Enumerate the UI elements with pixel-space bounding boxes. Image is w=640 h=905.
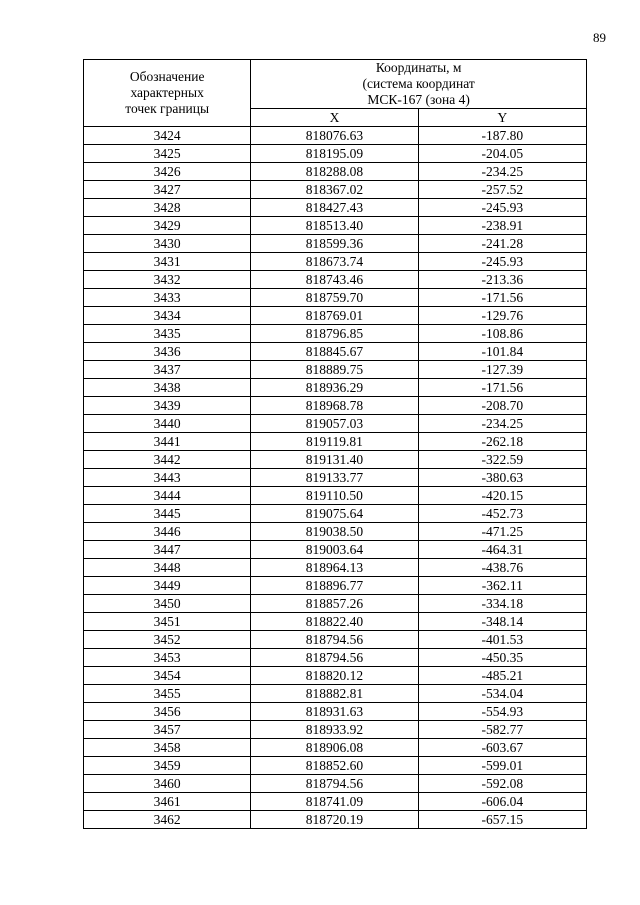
table-row <box>84 307 587 325</box>
cell-y: -401.53 <box>418 631 586 649</box>
cell-y: -450.35 <box>418 649 586 667</box>
table-row <box>84 145 587 163</box>
table-row <box>84 577 587 595</box>
table-row <box>84 613 587 631</box>
cell-x: 818936.29 <box>251 379 418 397</box>
cell-x: 818964.13 <box>251 559 418 577</box>
cell-x: 818882.81 <box>251 685 418 703</box>
cell-y: -238.91 <box>418 217 586 235</box>
cell-point: 3431 <box>84 253 251 271</box>
table-row <box>84 325 587 343</box>
cell-y: -322.59 <box>418 451 586 469</box>
header-coords-line: (система координат <box>362 76 475 91</box>
table-row <box>84 667 587 685</box>
cell-x: 818933.92 <box>251 721 418 739</box>
table-row <box>84 541 587 559</box>
cell-y: -380.63 <box>418 469 586 487</box>
cell-x: 819131.40 <box>251 451 418 469</box>
cell-y: -257.52 <box>418 181 586 199</box>
cell-x: 819075.64 <box>251 505 418 523</box>
table-row <box>84 775 587 793</box>
cell-x: 819038.50 <box>251 523 418 541</box>
header-y: Y <box>418 109 586 127</box>
cell-point: 3429 <box>84 217 251 235</box>
cell-point: 3460 <box>84 775 251 793</box>
cell-point: 3437 <box>84 361 251 379</box>
cell-y: -171.56 <box>418 289 586 307</box>
cell-x: 819057.03 <box>251 415 418 433</box>
cell-y: -208.70 <box>418 397 586 415</box>
table-row <box>84 415 587 433</box>
table-row <box>84 397 587 415</box>
cell-x: 818759.70 <box>251 289 418 307</box>
cell-y: -127.39 <box>418 361 586 379</box>
header-point-line: точек границы <box>125 101 210 116</box>
table-row <box>84 685 587 703</box>
cell-x: 818599.36 <box>251 235 418 253</box>
cell-x: 818931.63 <box>251 703 418 721</box>
cell-point: 3446 <box>84 523 251 541</box>
header-point-designation <box>84 60 251 127</box>
page-number: 89 <box>593 30 606 45</box>
header-coords-line: Координаты, м <box>375 60 462 75</box>
cell-x: 818968.78 <box>251 397 418 415</box>
cell-x: 819133.77 <box>251 469 418 487</box>
cell-x: 818820.12 <box>251 667 418 685</box>
cell-y: -420.15 <box>418 487 586 505</box>
cell-point: 3432 <box>84 271 251 289</box>
cell-point: 3430 <box>84 235 251 253</box>
table-row <box>84 289 587 307</box>
header-coords-line: МСК-167 (зона 4) <box>367 92 470 107</box>
table-row <box>84 505 587 523</box>
cell-y: -334.18 <box>418 595 586 613</box>
table-row <box>84 253 587 271</box>
table-row <box>84 523 587 541</box>
cell-y: -262.18 <box>418 433 586 451</box>
cell-point: 3461 <box>84 793 251 811</box>
cell-point: 3433 <box>84 289 251 307</box>
table-row <box>84 451 587 469</box>
cell-y: -534.04 <box>418 685 586 703</box>
cell-point: 3428 <box>84 199 251 217</box>
table-row <box>84 343 587 361</box>
cell-x: 819119.81 <box>251 433 418 451</box>
cell-y: -171.56 <box>418 379 586 397</box>
cell-x: 818794.56 <box>251 631 418 649</box>
cell-x: 818720.19 <box>251 811 418 829</box>
cell-y: -348.14 <box>418 613 586 631</box>
cell-x: 819003.64 <box>251 541 418 559</box>
cell-x: 818852.60 <box>251 757 418 775</box>
cell-point: 3444 <box>84 487 251 505</box>
cell-y: -108.86 <box>418 325 586 343</box>
cell-point: 3459 <box>84 757 251 775</box>
table-row <box>84 181 587 199</box>
cell-x: 818794.56 <box>251 775 418 793</box>
cell-x: 818673.74 <box>251 253 418 271</box>
cell-point: 3455 <box>84 685 251 703</box>
cell-y: -213.36 <box>418 271 586 289</box>
table-row <box>84 739 587 757</box>
cell-y: -464.31 <box>418 541 586 559</box>
cell-point: 3454 <box>84 667 251 685</box>
cell-x: 818906.08 <box>251 739 418 757</box>
cell-x: 818889.75 <box>251 361 418 379</box>
cell-y: -603.67 <box>418 739 586 757</box>
cell-point: 3462 <box>84 811 251 829</box>
cell-point: 3438 <box>84 379 251 397</box>
table-row <box>84 811 587 829</box>
table-row <box>84 757 587 775</box>
cell-point: 3449 <box>84 577 251 595</box>
table-row <box>84 469 587 487</box>
cell-point: 3447 <box>84 541 251 559</box>
cell-y: -606.04 <box>418 793 586 811</box>
header-x: X <box>251 109 418 127</box>
cell-y: -362.11 <box>418 577 586 595</box>
cell-x: 818794.56 <box>251 649 418 667</box>
table-row <box>84 487 587 505</box>
cell-x: 818195.09 <box>251 145 418 163</box>
cell-x: 818076.63 <box>251 127 418 145</box>
cell-y: -592.08 <box>418 775 586 793</box>
cell-y: -234.25 <box>418 163 586 181</box>
cell-y: -187.80 <box>418 127 586 145</box>
cell-point: 3457 <box>84 721 251 739</box>
cell-x: 818845.67 <box>251 343 418 361</box>
cell-x: 818741.09 <box>251 793 418 811</box>
cell-point: 3458 <box>84 739 251 757</box>
cell-point: 3445 <box>84 505 251 523</box>
table-row <box>84 127 587 145</box>
header-point-line: характерных <box>130 85 204 100</box>
cell-y: -245.93 <box>418 199 586 217</box>
cell-point: 3448 <box>84 559 251 577</box>
cell-x: 818743.46 <box>251 271 418 289</box>
cell-y: -657.15 <box>418 811 586 829</box>
cell-y: -245.93 <box>418 253 586 271</box>
cell-point: 3434 <box>84 307 251 325</box>
cell-point: 3439 <box>84 397 251 415</box>
table-row <box>84 703 587 721</box>
table-row <box>84 595 587 613</box>
cell-point: 3425 <box>84 145 251 163</box>
table-row <box>84 217 587 235</box>
table-row <box>84 721 587 739</box>
cell-y: -582.77 <box>418 721 586 739</box>
cell-x: 818427.43 <box>251 199 418 217</box>
table-row <box>84 163 587 181</box>
header-coordinates <box>251 60 587 109</box>
cell-point: 3435 <box>84 325 251 343</box>
cell-x: 818857.26 <box>251 595 418 613</box>
cell-y: -471.25 <box>418 523 586 541</box>
table-row <box>84 379 587 397</box>
cell-point: 3424 <box>84 127 251 145</box>
cell-x: 818896.77 <box>251 577 418 595</box>
cell-y: -101.84 <box>418 343 586 361</box>
cell-point: 3426 <box>84 163 251 181</box>
cell-x: 818513.40 <box>251 217 418 235</box>
cell-point: 3440 <box>84 415 251 433</box>
cell-y: -554.93 <box>418 703 586 721</box>
cell-point: 3452 <box>84 631 251 649</box>
cell-x: 818796.85 <box>251 325 418 343</box>
table-header <box>84 60 587 127</box>
cell-y: -485.21 <box>418 667 586 685</box>
table-row <box>84 199 587 217</box>
cell-y: -452.73 <box>418 505 586 523</box>
cell-y: -204.05 <box>418 145 586 163</box>
table-row <box>84 649 587 667</box>
cell-y: -241.28 <box>418 235 586 253</box>
cell-x: 819110.50 <box>251 487 418 505</box>
cell-point: 3441 <box>84 433 251 451</box>
cell-y: -599.01 <box>418 757 586 775</box>
cell-point: 3436 <box>84 343 251 361</box>
cell-y: -129.76 <box>418 307 586 325</box>
table-row <box>84 559 587 577</box>
cell-y: -438.76 <box>418 559 586 577</box>
cell-x: 818822.40 <box>251 613 418 631</box>
header-point-line: Обозначение <box>129 69 205 84</box>
cell-point: 3456 <box>84 703 251 721</box>
cell-point: 3427 <box>84 181 251 199</box>
cell-x: 818769.01 <box>251 307 418 325</box>
cell-x: 818288.08 <box>251 163 418 181</box>
cell-point: 3450 <box>84 595 251 613</box>
coordinates-table <box>83 59 587 829</box>
table-row <box>84 793 587 811</box>
table-row <box>84 631 587 649</box>
cell-point: 3442 <box>84 451 251 469</box>
table-row <box>84 235 587 253</box>
table-row <box>84 271 587 289</box>
cell-point: 3451 <box>84 613 251 631</box>
cell-y: -234.25 <box>418 415 586 433</box>
table-row <box>84 433 587 451</box>
cell-point: 3443 <box>84 469 251 487</box>
cell-point: 3453 <box>84 649 251 667</box>
cell-x: 818367.02 <box>251 181 418 199</box>
table-body <box>84 127 587 829</box>
table-row <box>84 361 587 379</box>
